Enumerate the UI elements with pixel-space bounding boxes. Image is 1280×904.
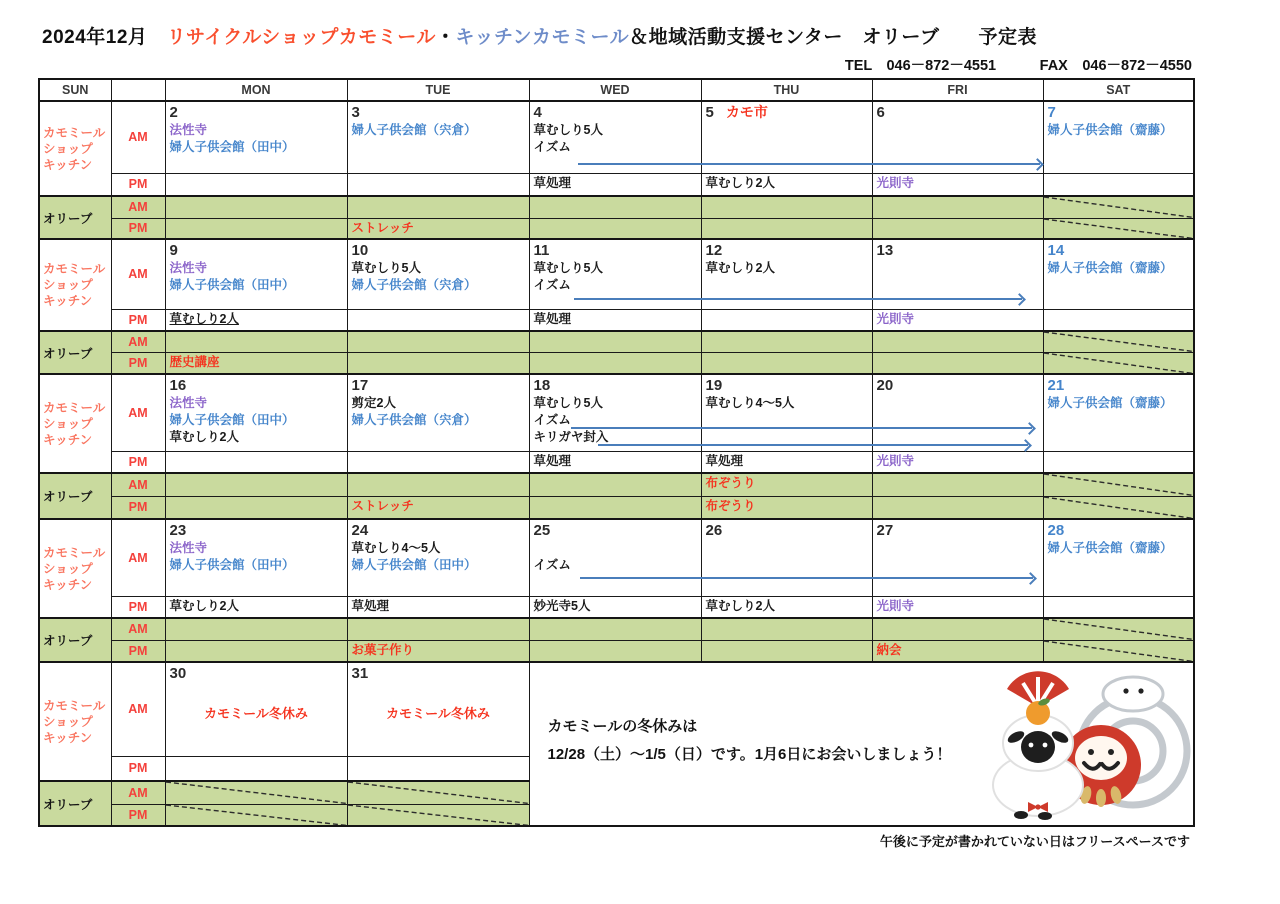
day-cell-pm: [1043, 596, 1194, 618]
event-entry: 婦人子供会館（田中）: [351, 558, 477, 572]
am-label: AM: [111, 781, 165, 804]
olive-cell-am: [347, 473, 529, 496]
am-label: AM: [111, 101, 165, 173]
date-number: 20: [876, 377, 894, 394]
olive-cell-pm: [701, 352, 872, 374]
closed-cell-slash: [1044, 197, 1194, 218]
olive-cell-am: [165, 196, 347, 218]
closed-cell-slash: [1044, 497, 1194, 519]
pm-label: PM: [111, 804, 165, 826]
olive-cell-pm: [701, 496, 872, 519]
olive-cell-am: [347, 781, 529, 804]
olive-cell-am: [529, 331, 701, 352]
olive-cell-pm: [872, 218, 1043, 239]
event-entry: ストレッチ: [351, 498, 414, 513]
event-entry: 草むしり5人: [351, 261, 421, 275]
olive-cell-am: [165, 781, 347, 804]
event-entry: 布ぞうり: [705, 498, 756, 513]
am-label: AM: [111, 519, 165, 596]
olive-cell-am: [1043, 618, 1194, 640]
day-cell-pm: [529, 173, 701, 196]
olive-cell-pm: [165, 352, 347, 374]
event-entry: 婦人子供会館（田中）: [169, 278, 295, 292]
day-header-sat: SAT: [1043, 79, 1194, 101]
day-cell-pm: [347, 173, 529, 196]
olive-cell-am: [872, 331, 1043, 352]
date-number: 10: [351, 242, 369, 259]
event-entry: イズム: [533, 413, 571, 427]
olive-cell-am: [529, 473, 701, 496]
day-cell-pm: [347, 451, 529, 473]
am-label: AM: [111, 196, 165, 218]
event-entry: 法性寺: [169, 123, 208, 137]
olive-cell-pm: [529, 496, 701, 519]
pm-label: PM: [111, 309, 165, 331]
event-entry: 法性寺: [169, 261, 208, 275]
fax-number: 046－872－4550: [1082, 58, 1192, 74]
pm-label: PM: [111, 756, 165, 781]
pm-label: PM: [111, 496, 165, 519]
date-number: 25: [533, 522, 551, 539]
date-number: 18: [533, 377, 551, 394]
day-cell-pm: [347, 309, 529, 331]
olive-cell-pm: [165, 804, 347, 826]
day-cell-pm: [872, 596, 1043, 618]
day-cell-pm: [701, 173, 872, 196]
event-entry: 草処理: [351, 598, 390, 613]
event-entry: 剪定2人: [351, 396, 396, 410]
olive-cell-am: [872, 196, 1043, 218]
day-cell-pm: [165, 756, 347, 781]
closed-cell-slash: [348, 782, 529, 804]
event-entry: 草むしり2人: [169, 311, 239, 326]
row-label-olive: オリーブ: [39, 473, 111, 519]
day-cell-am: [872, 101, 1043, 173]
olive-cell-am: [872, 618, 1043, 640]
event-entry: 草むしり2人: [169, 430, 239, 444]
date-number: 30: [169, 665, 187, 682]
row-label-chamomile: カモミール ショップ キッチン: [39, 101, 111, 196]
pm-label: PM: [111, 173, 165, 196]
day-cell-am: [701, 101, 872, 173]
day-cell-am: [701, 374, 872, 451]
date-number: 14: [1047, 242, 1065, 259]
olive-cell-am: [1043, 473, 1194, 496]
event-entry: カモミール冬休み: [386, 706, 490, 721]
title-suffix: ＆地域活動支援センター オリーブ 予定表: [629, 27, 1037, 48]
pm-label: PM: [111, 218, 165, 239]
olive-cell-am: [701, 618, 872, 640]
title-month: 2024年12月: [42, 27, 148, 48]
am-label: AM: [111, 374, 165, 451]
day-cell-am: [872, 519, 1043, 596]
contact-line: [845, 54, 1192, 75]
row-label-olive: オリーブ: [39, 331, 111, 374]
date-number: 5 カモ市: [705, 104, 768, 121]
date-number: 12: [705, 242, 723, 259]
event-entry: 草むしり2人: [705, 261, 775, 275]
row-label-chamomile: カモミール ショップ キッチン: [39, 374, 111, 473]
olive-cell-am: [165, 331, 347, 352]
event-entry: 光則寺: [876, 598, 915, 613]
day-cell-am: [872, 374, 1043, 451]
day-header-mon: MON: [165, 79, 347, 101]
event-entry: 婦人子供会館（齋藤）: [1047, 396, 1173, 410]
event-entry: 婦人子供会館（宍倉）: [351, 278, 477, 292]
olive-cell-am: [701, 196, 872, 218]
am-label: AM: [111, 473, 165, 496]
olive-cell-pm: [165, 496, 347, 519]
row-label-olive: オリーブ: [39, 781, 111, 826]
olive-cell-pm: [1043, 218, 1194, 239]
row-label-olive: オリーブ: [39, 196, 111, 239]
olive-cell-pm: [347, 218, 529, 239]
olive-cell-pm: [1043, 640, 1194, 662]
date-number: 17: [351, 377, 369, 394]
olive-cell-pm: [347, 496, 529, 519]
event-entry: カモミール冬休み: [204, 706, 308, 721]
day-cell-am: [701, 239, 872, 309]
olive-cell-pm: [165, 218, 347, 239]
event-entry: 光則寺: [876, 175, 915, 190]
olive-cell-pm: [872, 640, 1043, 662]
date-number: 13: [876, 242, 894, 259]
closed-cell-slash: [1044, 641, 1194, 662]
olive-cell-am: [1043, 196, 1194, 218]
fax-label: FAX: [1039, 58, 1068, 74]
row-label-chamomile: カモミール ショップ キッチン: [39, 662, 111, 781]
day-cell-am: [165, 374, 347, 451]
day-cell-pm: [872, 173, 1043, 196]
olive-cell-am: [701, 331, 872, 352]
closed-cell-slash: [1044, 474, 1194, 496]
event-entry: 婦人子供会館（田中）: [169, 140, 295, 154]
date-number: 11: [533, 242, 550, 259]
closed-cell-slash: [1044, 332, 1194, 352]
event-entry: 布ぞうり: [705, 476, 756, 490]
date-number: 9: [169, 242, 178, 259]
olive-cell-am: [872, 473, 1043, 496]
date-number: 19: [705, 377, 723, 394]
event-entry: 草処理: [533, 311, 572, 326]
olive-cell-am: [529, 618, 701, 640]
event-entry: イズム: [533, 278, 571, 292]
event-entry: 光則寺: [876, 453, 915, 468]
pm-label: PM: [111, 352, 165, 374]
day-cell-am: [165, 101, 347, 173]
event-entry: 草むしり2人: [705, 175, 775, 190]
day-header-tue: TUE: [347, 79, 529, 101]
event-entry: 草むしり2人: [169, 598, 239, 613]
event-entry: 納会: [876, 642, 902, 657]
winter-holiday-message: カモミールの冬休みは 12/28（土）～1/5（日）です。1月6日にお会いしましょう！: [547, 718, 952, 763]
day-cell-pm: [347, 756, 529, 781]
contact-gap3: [1068, 58, 1083, 74]
event-entry: 法性寺: [169, 396, 208, 410]
olive-cell-pm: [1043, 352, 1194, 374]
day-cell-am: [1043, 101, 1194, 173]
event-entry: 光則寺: [876, 311, 915, 326]
olive-cell-pm: [347, 352, 529, 374]
closed-cell-slash: [348, 805, 529, 826]
day-cell-am: [165, 662, 347, 756]
am-label: AM: [111, 239, 165, 309]
date-number: 21: [1047, 377, 1065, 394]
date-number: 26: [705, 522, 723, 539]
day-cell-am: [347, 239, 529, 309]
ampm-column-header: [111, 79, 165, 101]
closed-cell-slash: [1044, 353, 1194, 374]
closed-cell-slash: [1044, 619, 1194, 640]
olive-cell-pm: [701, 218, 872, 239]
new-year-illustration: [983, 661, 1193, 824]
title-space: [147, 27, 167, 48]
date-number: 28: [1047, 522, 1065, 539]
olive-cell-pm: [1043, 496, 1194, 519]
olive-cell-pm: [529, 218, 701, 239]
date-number: 6: [876, 104, 885, 121]
closed-cell-slash: [166, 782, 347, 804]
date-number: 16: [169, 377, 187, 394]
day-cell-pm: [529, 451, 701, 473]
event-entry: 草むしり5人: [533, 261, 603, 275]
event-entry: [534, 540, 697, 557]
contact-gap2: [996, 58, 1040, 74]
title-separator: ・: [435, 27, 456, 48]
day-cell-pm: [1043, 173, 1194, 196]
event-entry: 草むしり5人: [533, 123, 603, 137]
sheep-mochi-icon: [993, 671, 1083, 820]
am-label: AM: [111, 662, 165, 756]
day-cell-am: [529, 101, 701, 173]
olive-cell-am: [1043, 331, 1194, 352]
row-label-chamomile: カモミール ショップ キッチン: [39, 519, 111, 618]
event-entry: 法性寺: [169, 541, 208, 555]
day-cell-am: [347, 374, 529, 451]
event-entry: 妙光寺5人: [533, 598, 591, 613]
title-shop-name: リサイクルショップカモミール: [166, 27, 436, 48]
event-entry: 草むしり4～5人: [351, 541, 441, 555]
day-cell-pm: [701, 451, 872, 473]
pm-label: PM: [111, 596, 165, 618]
date-number: 27: [876, 522, 894, 539]
day-cell-pm: [1043, 309, 1194, 331]
day-cell-pm: [529, 309, 701, 331]
date-number: 7: [1047, 104, 1056, 121]
event-entry: 婦人子供会館（宍倉）: [351, 123, 477, 137]
day-cell-am: [347, 519, 529, 596]
day-cell-am: [347, 662, 529, 756]
date-number: 2: [169, 104, 178, 121]
event-entry: ストレッチ: [351, 220, 414, 235]
event-entry: 草むしり5人: [533, 396, 603, 410]
event-entry: 婦人子供会館（宍倉）: [351, 413, 477, 427]
event-entry: 婦人子供会館（田中）: [169, 413, 295, 427]
day-cell-pm: [165, 451, 347, 473]
day-cell-pm: [529, 596, 701, 618]
day-cell-am: [529, 519, 701, 596]
day-cell-pm: [347, 596, 529, 618]
day-cell-am: [1043, 374, 1194, 451]
event-entry: キリガヤ封入: [533, 430, 609, 444]
date-annotation: カモ市: [725, 104, 768, 120]
event-entry: 歴史講座: [169, 354, 220, 369]
olive-cell-am: [347, 331, 529, 352]
day-cell-pm: [165, 173, 347, 196]
olive-cell-pm: [872, 496, 1043, 519]
olive-cell-am: [347, 618, 529, 640]
closed-cell-slash: [1044, 219, 1194, 239]
day-cell-am: [1043, 519, 1194, 596]
row-label-chamomile: カモミール ショップ キッチン: [39, 239, 111, 331]
day-cell-pm: [1043, 451, 1194, 473]
event-entry: 草処理: [533, 175, 572, 190]
day-cell-pm: [165, 596, 347, 618]
day-cell-am: [529, 374, 701, 451]
event-entry: お菓子作り: [351, 642, 415, 657]
day-cell-pm: [701, 596, 872, 618]
footer-note: 午後に予定が書かれていない日はフリースペースです: [879, 834, 1190, 849]
event-entry: 草処理: [705, 453, 744, 468]
day-cell-am: [165, 519, 347, 596]
event-entry: 草むしり2人: [705, 598, 775, 613]
olive-cell-am: [165, 618, 347, 640]
olive-cell-am: [701, 473, 872, 496]
title-kitchen-name: キッチンカモミール: [455, 27, 630, 48]
tel-label: TEL: [844, 58, 872, 74]
date-number: 4: [533, 104, 542, 121]
olive-cell-pm: [872, 352, 1043, 374]
am-label: AM: [111, 331, 165, 352]
tel-number: 046－872－4551: [886, 58, 997, 74]
olive-cell-pm: [701, 640, 872, 662]
day-cell-pm: [165, 309, 347, 331]
date-number: 31: [351, 665, 369, 682]
day-header-sun: SUN: [39, 79, 111, 101]
contact-gap1: [872, 58, 887, 74]
pm-label: PM: [111, 451, 165, 473]
olive-cell-pm: [165, 640, 347, 662]
event-entry: 草処理: [533, 453, 572, 468]
day-cell-am: [701, 519, 872, 596]
day-cell-am: [1043, 239, 1194, 309]
event-entry: 婦人子供会館（齋藤）: [1047, 123, 1173, 137]
day-cell-pm: [701, 309, 872, 331]
day-cell-am: [872, 239, 1043, 309]
event-entry: 婦人子供会館（齋藤）: [1047, 261, 1173, 275]
day-cell-am: [347, 101, 529, 173]
page-title: [42, 22, 1037, 49]
olive-cell-pm: [347, 804, 529, 826]
olive-cell-am: [165, 473, 347, 496]
event-entry: 婦人子供会館（齋藤）: [1047, 541, 1173, 555]
day-header-fri: FRI: [872, 79, 1043, 101]
date-number: 24: [351, 522, 369, 539]
event-entry: イズム: [533, 140, 571, 154]
day-cell-pm: [872, 309, 1043, 331]
event-entry: 草むしり4～5人: [705, 396, 795, 410]
date-number: 3: [351, 104, 360, 121]
event-entry: 婦人子供会館（田中）: [169, 558, 295, 572]
am-label: AM: [111, 618, 165, 640]
date-number: 23: [169, 522, 187, 539]
day-header-wed: WED: [529, 79, 701, 101]
day-cell-am: [165, 239, 347, 309]
olive-cell-pm: [529, 640, 701, 662]
row-label-olive: オリーブ: [39, 618, 111, 662]
pm-label: PM: [111, 640, 165, 662]
closed-cell-slash: [166, 805, 347, 826]
olive-cell-am: [529, 196, 701, 218]
olive-cell-am: [347, 196, 529, 218]
olive-cell-pm: [347, 640, 529, 662]
day-cell-am: [529, 239, 701, 309]
olive-cell-pm: [529, 352, 701, 374]
event-entry: イズム: [533, 558, 571, 572]
day-header-thu: THU: [701, 79, 872, 101]
day-cell-pm: [872, 451, 1043, 473]
